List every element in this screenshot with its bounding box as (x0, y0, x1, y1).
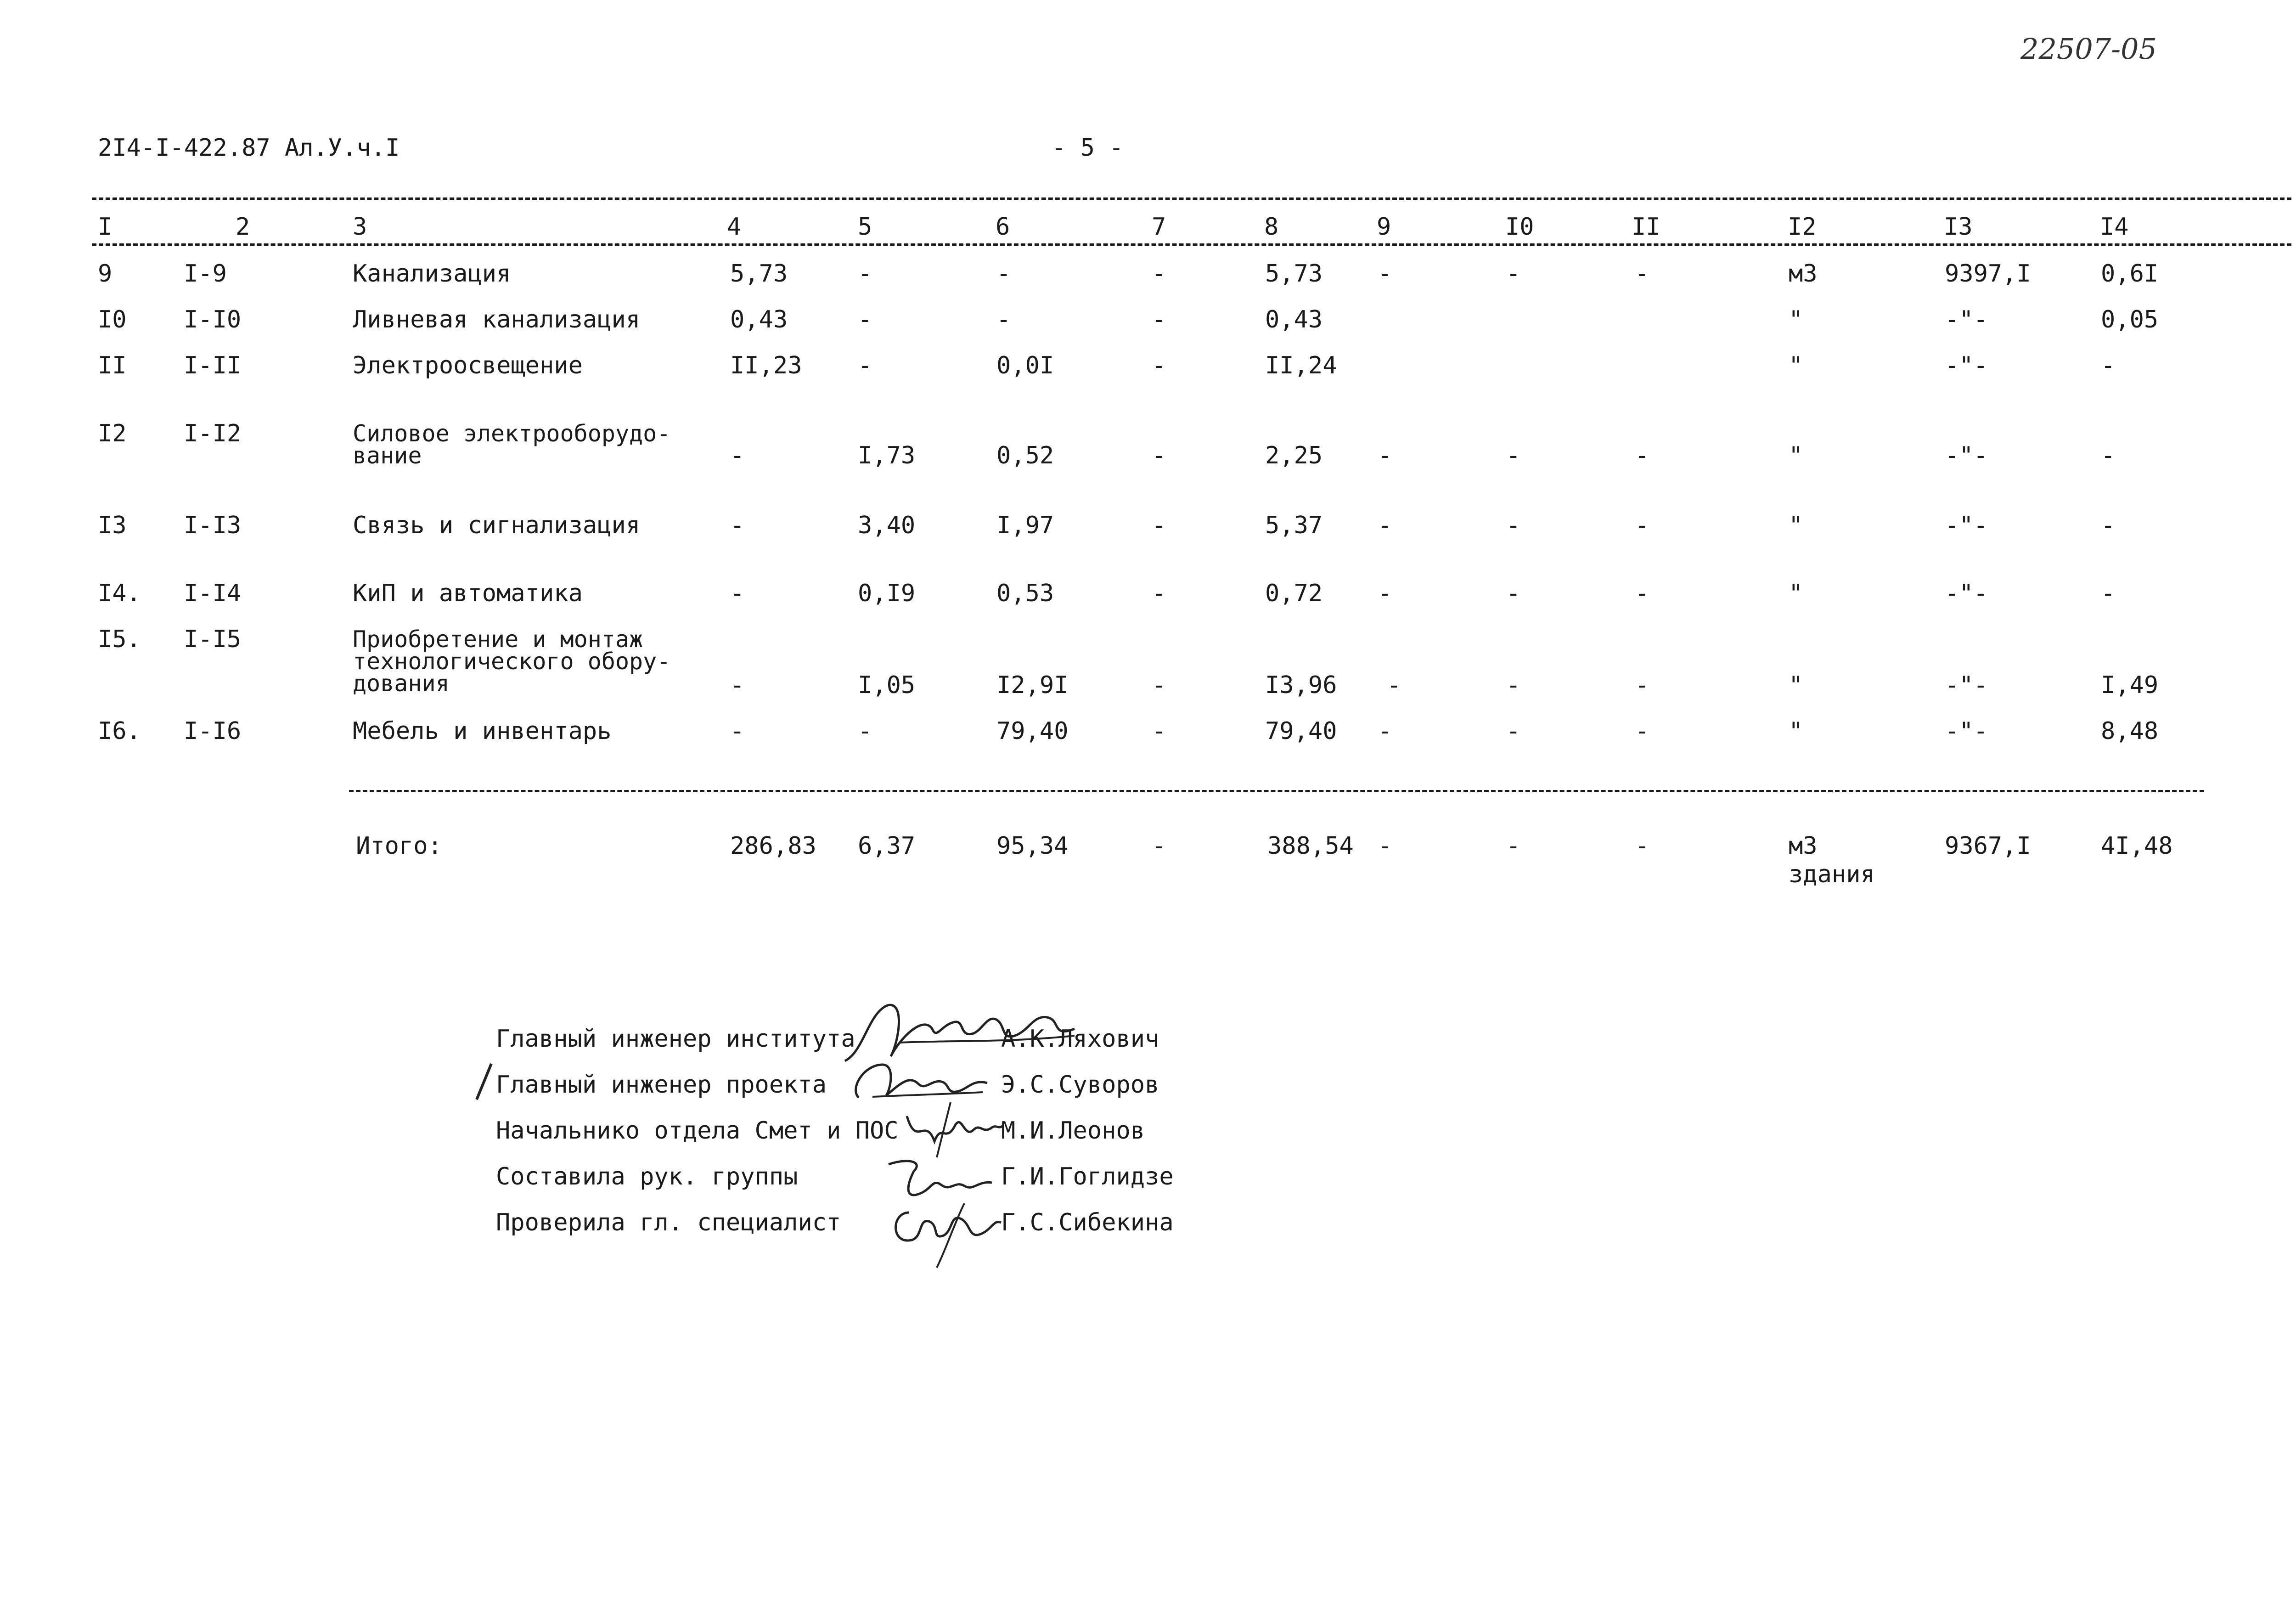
cell-c11: - (1635, 671, 1649, 699)
cell-c4: - (730, 580, 745, 607)
row-number: I0 (98, 306, 127, 333)
cell-c9: - (1378, 717, 1392, 745)
row-number: I3 (98, 512, 127, 539)
cell-c12: м3 (1789, 260, 1818, 288)
cell-c7: - (1152, 671, 1166, 699)
signature-role: Проверила гл. специалист (496, 1209, 841, 1236)
cell-c14: 8,48 (2101, 717, 2159, 745)
document-code: 2I4-I-422.87 Ал.У.ч.I (98, 134, 400, 162)
cell-c5: - (858, 717, 872, 745)
row-number: 9 (98, 260, 113, 288)
cell-c13: -"- (1945, 580, 1988, 607)
cell-c10: - (1506, 671, 1521, 699)
header-row-rule (92, 243, 2291, 246)
signature-name: А.К.Ляхович (1001, 1025, 1159, 1053)
work-name-continued: вание (353, 442, 422, 469)
column-header: I0 (1505, 213, 1534, 241)
total-c14: 4I,48 (2101, 832, 2173, 860)
column-header: 6 (996, 213, 1010, 241)
cell-c5: I,73 (858, 442, 916, 469)
cell-c13: -"- (1945, 717, 1988, 745)
cell-c4: 5,73 (730, 260, 788, 288)
cell-c4: - (730, 442, 745, 469)
handwritten-signature (900, 1098, 1006, 1162)
cell-c14: - (2101, 442, 2116, 469)
cell-c9: - (1387, 671, 1401, 699)
work-name: Канализация (353, 260, 511, 288)
cell-c4: - (730, 671, 745, 699)
work-name: Силовое электрооборудо- (353, 420, 671, 447)
estimate-code: I-I4 (184, 580, 242, 607)
cell-c4: 0,43 (730, 306, 788, 333)
cell-c6: I2,9I (996, 671, 1069, 699)
cell-c8: I3,96 (1265, 671, 1337, 699)
column-header: I3 (1944, 213, 1973, 241)
cell-c6: 79,40 (996, 717, 1069, 745)
margin-tick-mark (468, 1061, 496, 1102)
column-header: II (1632, 213, 1660, 241)
total-c7: - (1152, 832, 1166, 860)
cell-c8: 0,72 (1265, 580, 1323, 607)
signature-role: Главный инженер проекта (496, 1071, 827, 1099)
total-c6: 95,34 (996, 832, 1069, 860)
cell-c10: - (1506, 717, 1521, 745)
row-number: I4. (98, 580, 141, 607)
cell-c14: 0,6I (2101, 260, 2159, 288)
row-number: I5. (98, 626, 141, 653)
cell-c14: - (2101, 512, 2116, 539)
cell-c9: - (1378, 260, 1392, 288)
cell-c8: II,24 (1265, 352, 1337, 379)
total-c8: 388,54 (1267, 832, 1354, 860)
total-c13: 9367,I (1945, 832, 2031, 860)
cell-c5: 0,I9 (858, 580, 916, 607)
cell-c10: - (1506, 512, 1521, 539)
cell-c13: -"- (1945, 306, 1988, 333)
column-header: 5 (858, 213, 872, 241)
cell-c13: -"- (1945, 352, 1988, 379)
cell-c14: - (2101, 580, 2116, 607)
work-name-continued: технологического обору- (353, 648, 671, 675)
total-unit-continued: здания (1789, 861, 1875, 888)
cell-c12: " (1789, 512, 1803, 539)
cell-c13: 9397,I (1945, 260, 2031, 288)
total-label: Итого: (356, 832, 442, 860)
cell-c12: " (1789, 442, 1803, 469)
column-header: I (98, 213, 113, 241)
cell-c10: - (1506, 260, 1521, 288)
column-header: 8 (1264, 213, 1279, 241)
estimate-code: I-I0 (184, 306, 242, 333)
cell-c12: " (1789, 306, 1803, 333)
cell-c13: -"- (1945, 512, 1988, 539)
cell-c5: I,05 (858, 671, 916, 699)
cell-c7: - (1152, 442, 1166, 469)
total-c5: 6,37 (858, 832, 916, 860)
total-c11: - (1635, 832, 1649, 860)
column-header: 2 (236, 213, 250, 241)
cell-c5: 3,40 (858, 512, 916, 539)
row-number: I6. (98, 717, 141, 745)
cell-c10: - (1506, 580, 1521, 607)
work-name: КиП и автоматика (353, 580, 583, 607)
work-name: Мебель и инвентарь (353, 717, 612, 745)
signature-name: Э.С.Суворов (1001, 1071, 1159, 1099)
cell-c7: - (1152, 306, 1166, 333)
cell-c6: I,97 (996, 512, 1054, 539)
cell-c4: II,23 (730, 352, 802, 379)
cell-c6: 0,52 (996, 442, 1054, 469)
signature-role: Составила рук. группы (496, 1163, 798, 1190)
cell-c14: 0,05 (2101, 306, 2159, 333)
cell-c5: - (858, 352, 872, 379)
cell-c12: " (1789, 717, 1803, 745)
cell-c12: " (1789, 352, 1803, 379)
cell-c14: I,49 (2101, 671, 2159, 699)
cell-c12: " (1789, 671, 1803, 699)
cell-c7: - (1152, 352, 1166, 379)
cell-c11: - (1635, 580, 1649, 607)
handwritten-signature (886, 1194, 1006, 1272)
estimate-code: I-I6 (184, 717, 242, 745)
row-number: II (98, 352, 127, 379)
row-number: I2 (98, 420, 127, 447)
cell-c13: -"- (1945, 442, 1988, 469)
cell-c9: - (1378, 512, 1392, 539)
cell-c6: 0,0I (996, 352, 1054, 379)
cell-c11: - (1635, 512, 1649, 539)
column-header: 3 (353, 213, 367, 241)
total-c4: 286,83 (730, 832, 816, 860)
cell-c7: - (1152, 512, 1166, 539)
work-name-continued: дования (353, 670, 450, 697)
cell-c6: 0,53 (996, 580, 1054, 607)
cell-c7: - (1152, 717, 1166, 745)
cell-c9: - (1378, 442, 1392, 469)
cell-c12: " (1789, 580, 1803, 607)
cell-c8: 5,37 (1265, 512, 1323, 539)
table-top-rule (92, 197, 2291, 200)
work-name: Связь и сигнализация (353, 512, 641, 539)
work-name: Электроосвещение (353, 352, 583, 379)
estimate-code: I-I3 (184, 512, 242, 539)
cell-c8: 0,43 (1265, 306, 1323, 333)
column-header: I4 (2100, 213, 2129, 241)
total-c10: - (1506, 832, 1521, 860)
cell-c10: - (1506, 442, 1521, 469)
total-c9: - (1378, 832, 1392, 860)
cell-c7: - (1152, 580, 1166, 607)
signature-name: Г.С.Сибекина (1001, 1209, 1174, 1236)
cell-c6: - (996, 306, 1011, 333)
estimate-code: I-I2 (184, 420, 242, 447)
column-header: I2 (1788, 213, 1817, 241)
total-unit: м3 (1789, 832, 1818, 860)
signature-name: М.И.Леонов (1001, 1117, 1145, 1145)
cell-c8: 79,40 (1265, 717, 1337, 745)
cell-c11: - (1635, 260, 1649, 288)
cell-c7: - (1152, 260, 1166, 288)
total-rule (349, 790, 2204, 792)
page-number: - 5 - (1052, 134, 1124, 162)
cell-c11: - (1635, 717, 1649, 745)
cell-c11: - (1635, 442, 1649, 469)
column-header: 7 (1152, 213, 1166, 241)
estimate-code: I-9 (184, 260, 227, 288)
cell-c9: - (1378, 580, 1392, 607)
cell-c8: 5,73 (1265, 260, 1323, 288)
signature-role: Начальнико отдела Смет и ПОС (496, 1117, 899, 1145)
cell-c13: -"- (1945, 671, 1988, 699)
cell-c5: - (858, 306, 872, 333)
document-number: 22507-05 (2020, 32, 2157, 66)
column-header: 9 (1377, 213, 1391, 241)
estimate-code: I-I5 (184, 626, 242, 653)
cell-c6: - (996, 260, 1011, 288)
cell-c8: 2,25 (1265, 442, 1323, 469)
cell-c14: - (2101, 352, 2116, 379)
cell-c5: - (858, 260, 872, 288)
signature-role: Главный инженер института (496, 1025, 855, 1053)
cell-c4: - (730, 512, 745, 539)
cell-c4: - (730, 717, 745, 745)
column-header: 4 (727, 213, 742, 241)
signature-name: Г.И.Гоглидзе (1001, 1163, 1174, 1190)
work-name: Приобретение и монтаж (353, 626, 643, 653)
estimate-code: I-II (184, 352, 242, 379)
work-name: Ливневая канализация (353, 306, 641, 333)
